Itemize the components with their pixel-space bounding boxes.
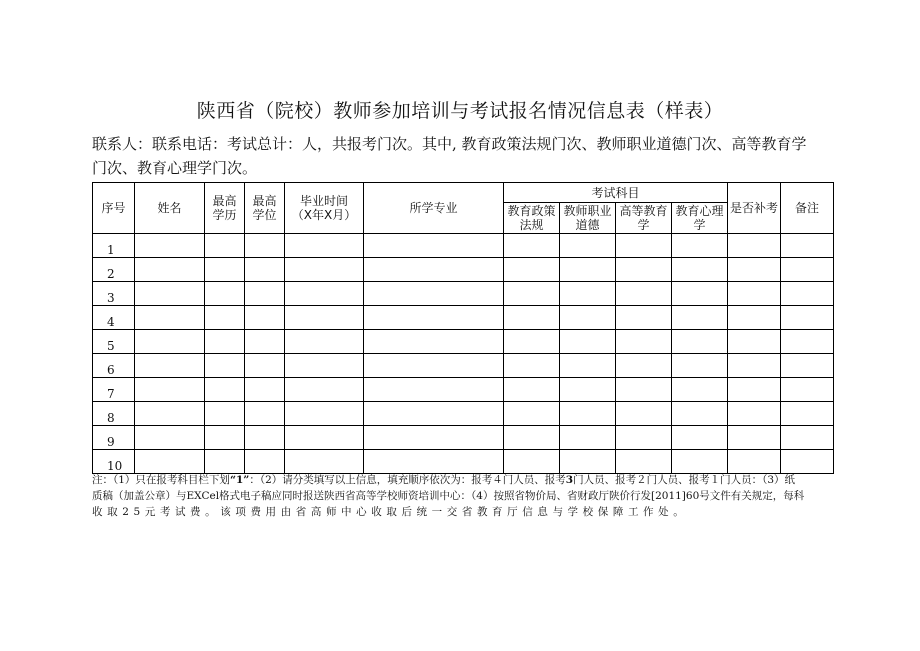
cell-education[interactable]	[205, 450, 245, 474]
cell-subject-higher-ed[interactable]	[616, 330, 672, 354]
cell-subject-psychology[interactable]	[672, 378, 728, 402]
cell-name[interactable]	[135, 234, 205, 258]
contact-line-1: 联系人：联系电话：考试总计：人，共报考门次。其中, 教育政策法规门次、教师职业道德门次、高等教育学	[92, 135, 807, 153]
cell-grad-time[interactable]	[285, 306, 364, 330]
cell-subject-policy[interactable]	[504, 426, 560, 450]
cell-subject-higher-ed[interactable]	[616, 354, 672, 378]
cell-subject-ethics[interactable]	[560, 378, 616, 402]
footnote-line-1-part-c: 门人员、报考２门人员、报考１门人员：（3）纸	[573, 474, 796, 486]
row-number: 5	[93, 330, 135, 354]
cell-degree[interactable]	[245, 234, 285, 258]
cell-degree[interactable]	[245, 258, 285, 282]
cell-major[interactable]	[364, 378, 504, 402]
table-row	[93, 306, 834, 330]
footnote-line-3: 收取25元考试费。该项费用由省高师中心收取后统一交省教育厅信息与学校保障工作处。	[92, 506, 689, 518]
header-exam-subjects: 考试科目	[504, 183, 728, 203]
footnote-bold-number: 3	[565, 474, 574, 486]
cell-subject-ethics[interactable]	[560, 234, 616, 258]
cell-grad-time[interactable]	[285, 450, 364, 474]
header-subject-line-2: 学	[637, 218, 650, 232]
table-row	[93, 450, 834, 474]
cell-subject-policy[interactable]	[504, 378, 560, 402]
table-row	[93, 426, 834, 450]
cell-remarks[interactable]	[781, 450, 834, 474]
header-grad-time-line-1: 毕业时间	[299, 194, 348, 208]
header-degree-line-2: 学位	[252, 208, 277, 222]
cell-subject-ethics[interactable]	[560, 402, 616, 426]
cell-name[interactable]	[135, 258, 205, 282]
cell-degree[interactable]	[245, 306, 285, 330]
cell-education[interactable]	[205, 282, 245, 306]
cell-education[interactable]	[205, 234, 245, 258]
cell-remarks[interactable]	[781, 306, 834, 330]
cell-subject-higher-ed[interactable]	[616, 234, 672, 258]
header-major: 所学专业	[364, 183, 504, 234]
cell-major[interactable]	[364, 282, 504, 306]
table-row	[93, 282, 834, 306]
cell-name[interactable]	[135, 450, 205, 474]
cell-subject-psychology[interactable]	[672, 354, 728, 378]
cell-name[interactable]	[135, 330, 205, 354]
cell-subject-psychology[interactable]	[672, 282, 728, 306]
cell-major[interactable]	[364, 402, 504, 426]
cell-remarks[interactable]	[781, 258, 834, 282]
footnote-line-1	[92, 472, 833, 488]
row-number: 3	[93, 282, 135, 306]
cell-degree[interactable]	[245, 450, 285, 474]
cell-name[interactable]	[135, 354, 205, 378]
cell-remarks[interactable]	[781, 426, 834, 450]
cell-subject-ethics[interactable]	[560, 426, 616, 450]
cell-degree[interactable]	[245, 426, 285, 450]
cell-retake[interactable]	[728, 426, 781, 450]
cell-degree[interactable]	[245, 378, 285, 402]
cell-education[interactable]	[205, 402, 245, 426]
cell-major[interactable]	[364, 306, 504, 330]
cell-name[interactable]	[135, 282, 205, 306]
page-title: 陕西省（院校）教师参加培训与考试报名情况信息表（样表）	[196, 100, 724, 122]
header-subject-psychology	[672, 203, 728, 234]
cell-retake[interactable]	[728, 354, 781, 378]
cell-subject-higher-ed[interactable]	[616, 282, 672, 306]
footnote-line-2: 质稿（加盖公章）与EXCel格式电子稿应同时报送陕西省高等学校师资培训中心：（4）按照省物价局、省财政厅陕价行发[2011]60号文件有关规定，每科	[92, 490, 805, 502]
header-grad-time	[285, 183, 364, 234]
cell-subject-policy[interactable]	[504, 330, 560, 354]
cell-subject-higher-ed[interactable]	[616, 426, 672, 450]
cell-education[interactable]	[205, 306, 245, 330]
footnote	[92, 472, 833, 520]
cell-subject-psychology[interactable]	[672, 426, 728, 450]
cell-retake[interactable]	[728, 330, 781, 354]
cell-name[interactable]	[135, 402, 205, 426]
header-degree-line-1: 最高	[252, 194, 277, 208]
cell-retake[interactable]	[728, 402, 781, 426]
table-row	[93, 234, 834, 258]
cell-name[interactable]	[135, 378, 205, 402]
cell-subject-higher-ed[interactable]	[616, 306, 672, 330]
cell-subject-policy[interactable]	[504, 450, 560, 474]
row-number: 10	[93, 450, 135, 474]
cell-grad-time[interactable]	[285, 234, 364, 258]
cell-subject-higher-ed[interactable]	[616, 258, 672, 282]
cell-subject-policy[interactable]	[504, 282, 560, 306]
cell-education[interactable]	[205, 378, 245, 402]
row-number: 8	[93, 402, 135, 426]
cell-subject-psychology[interactable]	[672, 402, 728, 426]
cell-remarks[interactable]	[781, 282, 834, 306]
cell-grad-time[interactable]	[285, 402, 364, 426]
cell-remarks[interactable]	[781, 354, 834, 378]
cell-remarks[interactable]	[781, 330, 834, 354]
header-subject-ethics	[560, 203, 616, 234]
cell-subject-psychology[interactable]	[672, 450, 728, 474]
cell-major[interactable]	[364, 450, 504, 474]
table-row	[93, 258, 834, 282]
cell-subject-psychology[interactable]	[672, 330, 728, 354]
cell-degree[interactable]	[245, 330, 285, 354]
header-remarks: 备注	[781, 183, 834, 234]
cell-remarks[interactable]	[781, 402, 834, 426]
header-grad-time-line-2: （X年X月）	[291, 208, 357, 222]
cell-retake[interactable]	[728, 234, 781, 258]
header-seq: 序号	[93, 183, 135, 234]
header-subject-line-1: 高等教育	[619, 204, 668, 218]
cell-subject-ethics[interactable]	[560, 282, 616, 306]
cell-education[interactable]	[205, 354, 245, 378]
cell-retake[interactable]	[728, 378, 781, 402]
cell-remarks[interactable]	[781, 234, 834, 258]
cell-name[interactable]	[135, 426, 205, 450]
header-subject-line-2: 学	[693, 218, 706, 232]
table-row	[93, 378, 834, 402]
header-subject-higher-ed	[616, 203, 672, 234]
cell-remarks[interactable]	[781, 378, 834, 402]
cell-retake[interactable]	[728, 306, 781, 330]
contact-info	[92, 132, 832, 180]
header-education	[205, 183, 245, 234]
header-retake: 是否补考	[728, 183, 781, 234]
cell-subject-ethics[interactable]	[560, 258, 616, 282]
row-number: 1	[93, 234, 135, 258]
cell-subject-ethics[interactable]	[560, 354, 616, 378]
cell-subject-ethics[interactable]	[560, 450, 616, 474]
table-row	[93, 354, 834, 378]
cell-subject-policy[interactable]	[504, 354, 560, 378]
registration-table	[92, 182, 834, 474]
cell-subject-psychology[interactable]	[672, 258, 728, 282]
cell-subject-ethics[interactable]	[560, 306, 616, 330]
cell-major[interactable]	[364, 330, 504, 354]
cell-subject-psychology[interactable]	[672, 306, 728, 330]
header-degree	[245, 183, 285, 234]
header-education-line-1: 最高	[212, 194, 237, 208]
cell-grad-time[interactable]	[285, 330, 364, 354]
header-subject-policy	[504, 203, 560, 234]
cell-major[interactable]	[364, 426, 504, 450]
header-name: 姓名	[135, 183, 205, 234]
cell-subject-policy[interactable]	[504, 402, 560, 426]
cell-grad-time[interactable]	[285, 378, 364, 402]
cell-subject-higher-ed[interactable]	[616, 378, 672, 402]
cell-education[interactable]	[205, 426, 245, 450]
cell-degree[interactable]	[245, 402, 285, 426]
cell-subject-higher-ed[interactable]	[616, 402, 672, 426]
header-education-line-2: 学历	[212, 208, 237, 222]
cell-subject-policy[interactable]	[504, 306, 560, 330]
row-number: 7	[93, 378, 135, 402]
cell-grad-time[interactable]	[285, 426, 364, 450]
cell-degree[interactable]	[245, 354, 285, 378]
cell-grad-time[interactable]	[285, 354, 364, 378]
cell-name[interactable]	[135, 306, 205, 330]
cell-subject-higher-ed[interactable]	[616, 450, 672, 474]
header-subject-line-1: 教育政策	[507, 204, 556, 218]
cell-grad-time[interactable]	[285, 258, 364, 282]
cell-major[interactable]	[364, 354, 504, 378]
cell-subject-policy[interactable]	[504, 234, 560, 258]
cell-education[interactable]	[205, 330, 245, 354]
header-subject-line-1: 教育心理	[675, 204, 724, 218]
cell-retake[interactable]	[728, 282, 781, 306]
cell-major[interactable]	[364, 234, 504, 258]
row-number: 2	[93, 258, 135, 282]
cell-degree[interactable]	[245, 282, 285, 306]
cell-subject-ethics[interactable]	[560, 330, 616, 354]
header-subject-line-1: 教师职业	[563, 204, 612, 218]
row-number: 9	[93, 426, 135, 450]
cell-major[interactable]	[364, 258, 504, 282]
row-number: 6	[93, 354, 135, 378]
footnote-mark: “1”	[229, 474, 250, 486]
cell-education[interactable]	[205, 258, 245, 282]
header-subject-line-2: 道德	[575, 218, 600, 232]
cell-subject-psychology[interactable]	[672, 234, 728, 258]
footnote-line-1-part-a: 注：（1）只在报考科目栏下划	[92, 474, 230, 486]
cell-grad-time[interactable]	[285, 282, 364, 306]
cell-subject-policy[interactable]	[504, 258, 560, 282]
row-number: 4	[93, 306, 135, 330]
footnote-line-1-part-b: ：（2）请分类填写以上信息，填充顺序依次为：报考４门人员、报考	[249, 474, 566, 486]
table-row	[93, 402, 834, 426]
table-body	[93, 234, 834, 474]
table-row	[93, 330, 834, 354]
contact-line-2: 门次、教育心理学门次。	[92, 159, 258, 177]
cell-retake[interactable]	[728, 258, 781, 282]
cell-retake[interactable]	[728, 450, 781, 474]
header-subject-line-2: 法规	[519, 218, 544, 232]
